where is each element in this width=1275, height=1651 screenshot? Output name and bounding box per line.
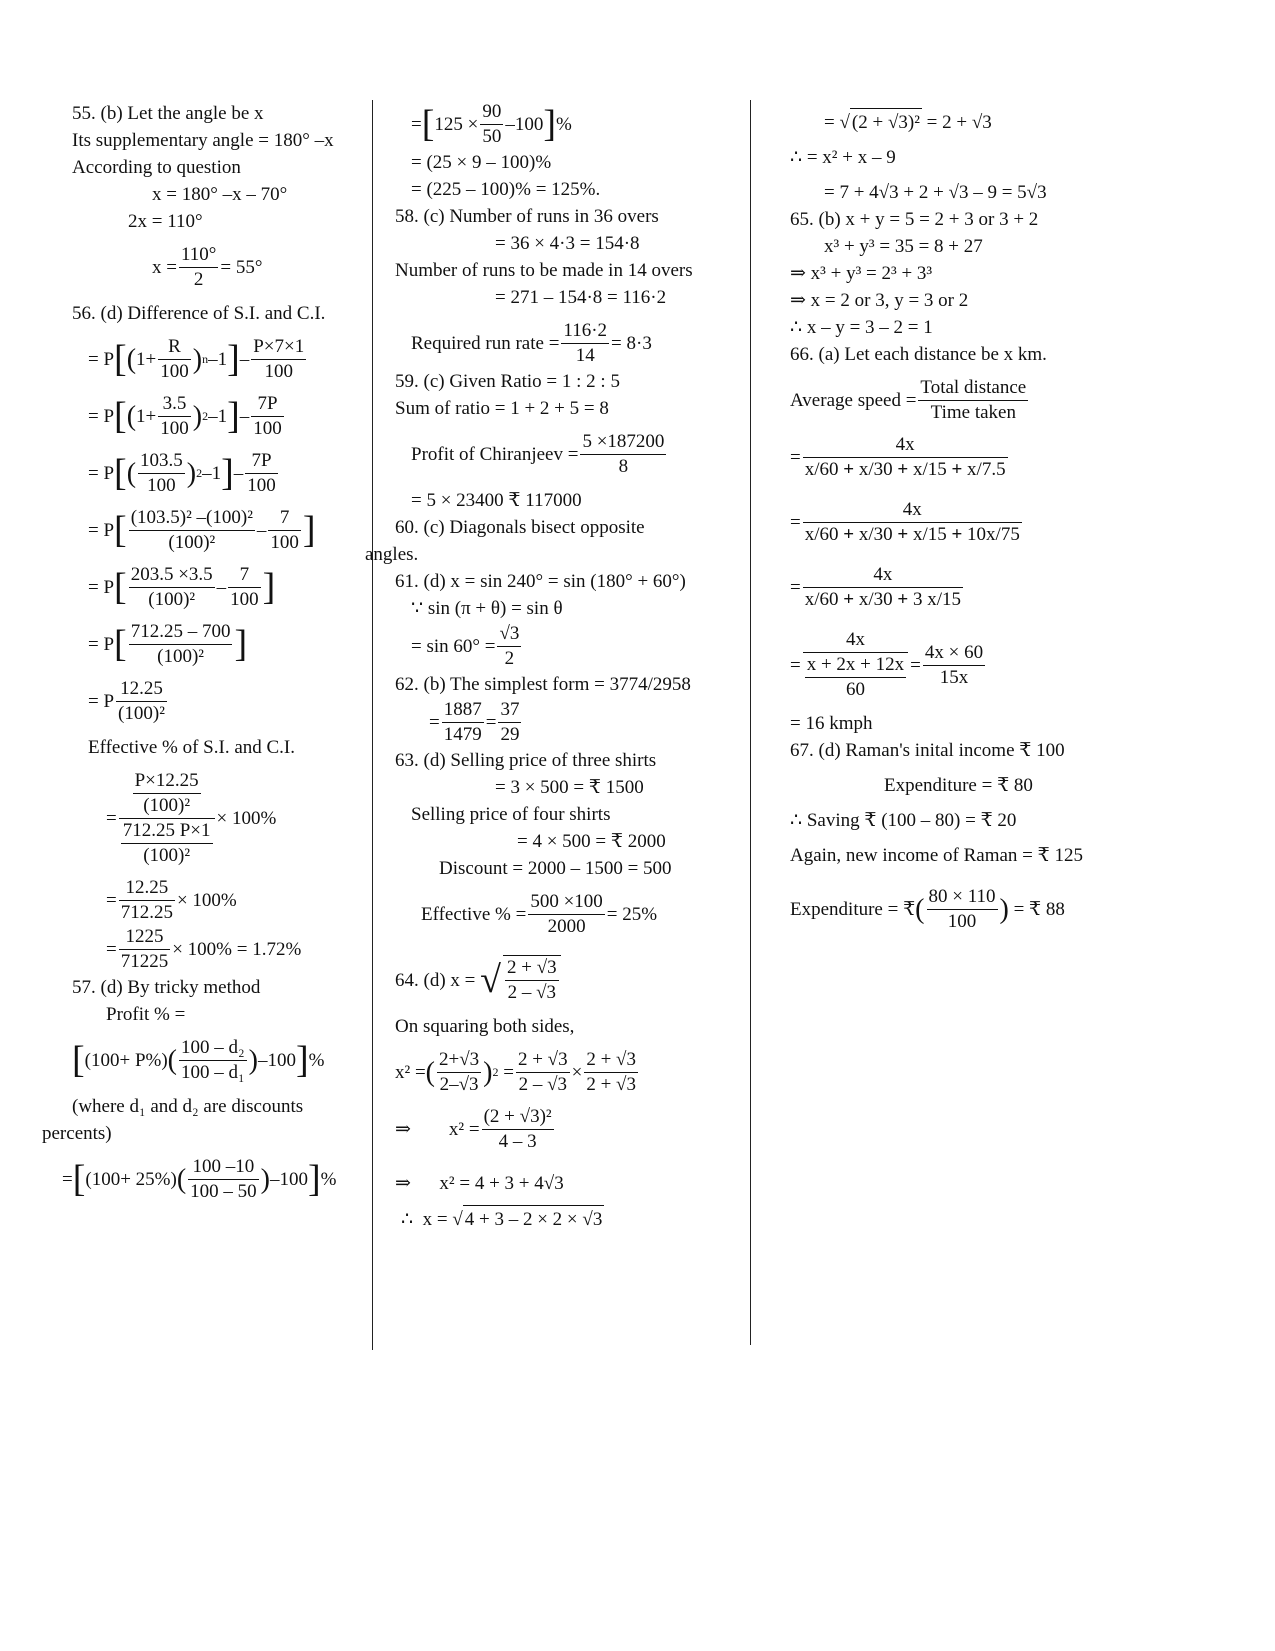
column-middle [365, 100, 760, 1233]
q56-step: = P [ $\frac{203.5 \times 3.5}{\text{(100)²}}$ – $\frac{7}{100}$ ] [88, 564, 276, 610]
effective-step: = $\frac{12.25}{712.25}$ × 100% [106, 877, 237, 923]
q67-line: ∴ Saving ₹ (100 – 80) = ₹ 20 [790, 810, 1017, 831]
q56-heading: 56. (d) Difference of S.I. and C.I. [72, 303, 326, 324]
q63-line: = 3 × 500 = ₹ 1500 [495, 777, 644, 798]
q64-step: x² = ( $\frac{2+√3}{2-√3}$ ) 2 = $\frac{2 + √3}{2 - √3}$ × $\frac{2 + √3}{2 + √3}$ [395, 1049, 636, 1095]
q61-fraction: = sin 60° = $\frac{√3}{2}$ [411, 623, 520, 669]
q55-line: 2x = 110° [128, 211, 203, 232]
q59-fraction: Profit of Chiranjeev = $\frac{5 \times 187200}{8}$ [411, 431, 665, 477]
q56-step: = P [ $\frac{712.25 - 700}{\text{(100)²}}$ ] [88, 621, 248, 667]
q57-formula: [ (100+ P%) ( $\frac{\text{100 – d₂}}{\text{100 – d₁}}$ ) –100 ] % [72, 1037, 325, 1083]
q55-line: x = 180° –x – 70° [152, 184, 288, 205]
column-divider-left [372, 100, 373, 1350]
q66-step: = $\frac{4x}{\frac{x + 2x + 12x}{60}}$ = $\frac{4x \times 60}{15x}$ [790, 629, 984, 700]
q61-line: 61. (d) x = sin 240° = sin (180° + 60°) [395, 571, 686, 592]
q57-continued: = (225 – 100)% = 125%. [411, 179, 601, 200]
q65-line: ⇒ x = 2 or 3, y = 3 or 2 [790, 290, 969, 311]
q63-fraction: Effective % = $\frac{500 \times 100}{2000}$ = 25% [421, 891, 658, 937]
q56-step: = P [ ( 1+ $\frac{R}{100}$ ) n –1 ] – $\frac{P\times 7\times 1}{100}$ [88, 336, 305, 382]
q58-line: 58. (c) Number of runs in 36 overs [395, 206, 659, 227]
q63-line: Discount = 2000 – 1500 = 500 [439, 858, 672, 879]
q56-step: = P [ $\frac{\text{(103.5)² –(100)²}}{\text{(100)²}}$ – $\frac{7}{100}$ ] [88, 507, 316, 553]
q58-line: = 36 × 4·3 = 154·8 [495, 233, 640, 254]
q63-line: Selling price of four shirts [411, 804, 611, 825]
column-right [790, 100, 1120, 934]
q66-step: = $\frac{4x}{x/60 + x/30 + x/15 + x/7.5}$ [790, 434, 1006, 480]
q66-step: = $\frac{4x}{x/60 + x/30 + x/15 + 10x/75}$ [790, 499, 1020, 545]
q66-formula: Average speed = $\frac{\text{Total distance}}{\text{Time taken}}$ [790, 377, 1027, 423]
q59-line: 59. (c) Given Ratio = 1 : 2 : 5 [395, 371, 620, 392]
q56-step: = P [ ( $\frac{103.5}{100}$ ) 2 –1 ] – $\frac{7P}{100}$ [88, 450, 276, 496]
q65-line: x³ + y³ = 35 = 8 + 27 [824, 236, 983, 257]
q58-line: Number of runs to be made in 14 overs [395, 260, 693, 281]
q57-continued: = (25 × 9 – 100)% [411, 152, 552, 173]
effective-heading: Effective % of S.I. and C.I. [88, 737, 296, 758]
q56-step: = P [ ( 1+ $\frac{3.5}{100}$ ) 2 –1 ] – $\frac{7P}{100}$ [88, 393, 282, 439]
q60-line: 60. (c) Diagonals bisect opposite [395, 517, 645, 538]
q56-step: = P $\frac{12.25}{\text{(100)²}}$ [88, 678, 165, 724]
q64-line: 64. (d) x = √ $\frac{2 + √3}{2 - √3}$ [395, 955, 760, 1005]
q55-line: 55. (b) Let the angle be x [72, 103, 264, 124]
q65-line: ⇒ x³ + y³ = 2³ + 3³ [790, 263, 933, 284]
q67-line: Again, new income of Raman = ₹ 125 [790, 845, 1083, 866]
q64-step: ⇒ x² = $\frac{\text{(2 + √3)²}}{4 - 3}$ [395, 1106, 552, 1152]
q57-note: percents) [42, 1123, 112, 1144]
q57-line: 57. (d) By tricky method [72, 977, 261, 998]
effective-step: = $\frac{1225}{71225}$ × 100% = 1.72% [106, 926, 302, 972]
effective-step: = $\frac{\frac{P\times 12.25}{\text{(100)²}}}{\frac{712.25 P\times 1}{\text{(100)²}}}$ × 100% [106, 770, 277, 866]
q55-line: Its supplementary angle = 180° –x [72, 130, 334, 151]
q57-note: (where d₁ and d₂ are discounts [72, 1096, 304, 1117]
q65-line: 65. (b) x + y = 5 = 2 + 3 or 3 + 2 [790, 209, 1039, 230]
q64-continued: ∴ = x² + x – 9 [790, 147, 896, 168]
q66-result: = 16 kmph [790, 713, 873, 734]
q61-line: ∵ sin (π + θ) = sin θ [411, 598, 563, 619]
q57-step: = [ (100+ 25%) ( $\frac{100 -10}{100 - 50}$ ) –100 ] % [62, 1156, 337, 1202]
q65-line: ∴ x – y = 3 – 2 = 1 [790, 317, 933, 338]
q59-result: = 5 × 23400 ₹ 117000 [411, 490, 582, 511]
q67-fraction: Expenditure = ₹ ( $\frac{80 \times 110}{100}$ ) = ₹ 88 [790, 886, 1065, 932]
q67-line: 67. (d) Raman's inital income ₹ 100 [790, 740, 1065, 761]
q64-step: ⇒ x² = 4 + 3 + 4√3 [395, 1173, 564, 1194]
q67-line: Expenditure = ₹ 80 [884, 775, 1033, 796]
q55-line: According to question [72, 157, 241, 178]
q57-continued: = [ 125 × $\frac{90}{50}$ –100 ] % [411, 101, 572, 147]
q64-step: ∴ x = √ 4 + 3 – 2 × 2 × √3 [395, 1205, 760, 1233]
q64-continued: = √ (2 + √3)² = 2 + √3 [790, 108, 1120, 136]
q60-line: angles. [365, 544, 419, 565]
q55-fraction: x = $\frac{110^\circ}{2}$ = 55° [152, 244, 263, 290]
q59-line: Sum of ratio = 1 + 2 + 5 = 8 [395, 398, 609, 419]
q62-line: 62. (b) The simplest form = 3774/2958 [395, 674, 691, 695]
q58-line: = 271 – 154·8 = 116·2 [495, 287, 667, 308]
q66-heading: 66. (a) Let each distance be x km. [790, 344, 1047, 365]
q63-line: = 4 × 500 = ₹ 2000 [517, 831, 666, 852]
q62-fraction: = $\frac{1887}{1479}$ = $\frac{37}{29}$ [429, 699, 520, 745]
q66-step: = $\frac{4x}{x/60 + x/30 + 3 x/15}$ [790, 564, 961, 610]
q64-continued: = 7 + 4√3 + 2 + √3 – 9 = 5√3 [824, 182, 1047, 203]
q58-fraction: Required run rate = $\frac{116\cdot 2}{14}$ = 8·3 [411, 320, 652, 366]
column-left [42, 100, 372, 1204]
q64-line: On squaring both sides, [395, 1016, 575, 1037]
q63-line: 63. (d) Selling price of three shirts [395, 750, 657, 771]
q57-line: Profit % = [106, 1004, 186, 1025]
